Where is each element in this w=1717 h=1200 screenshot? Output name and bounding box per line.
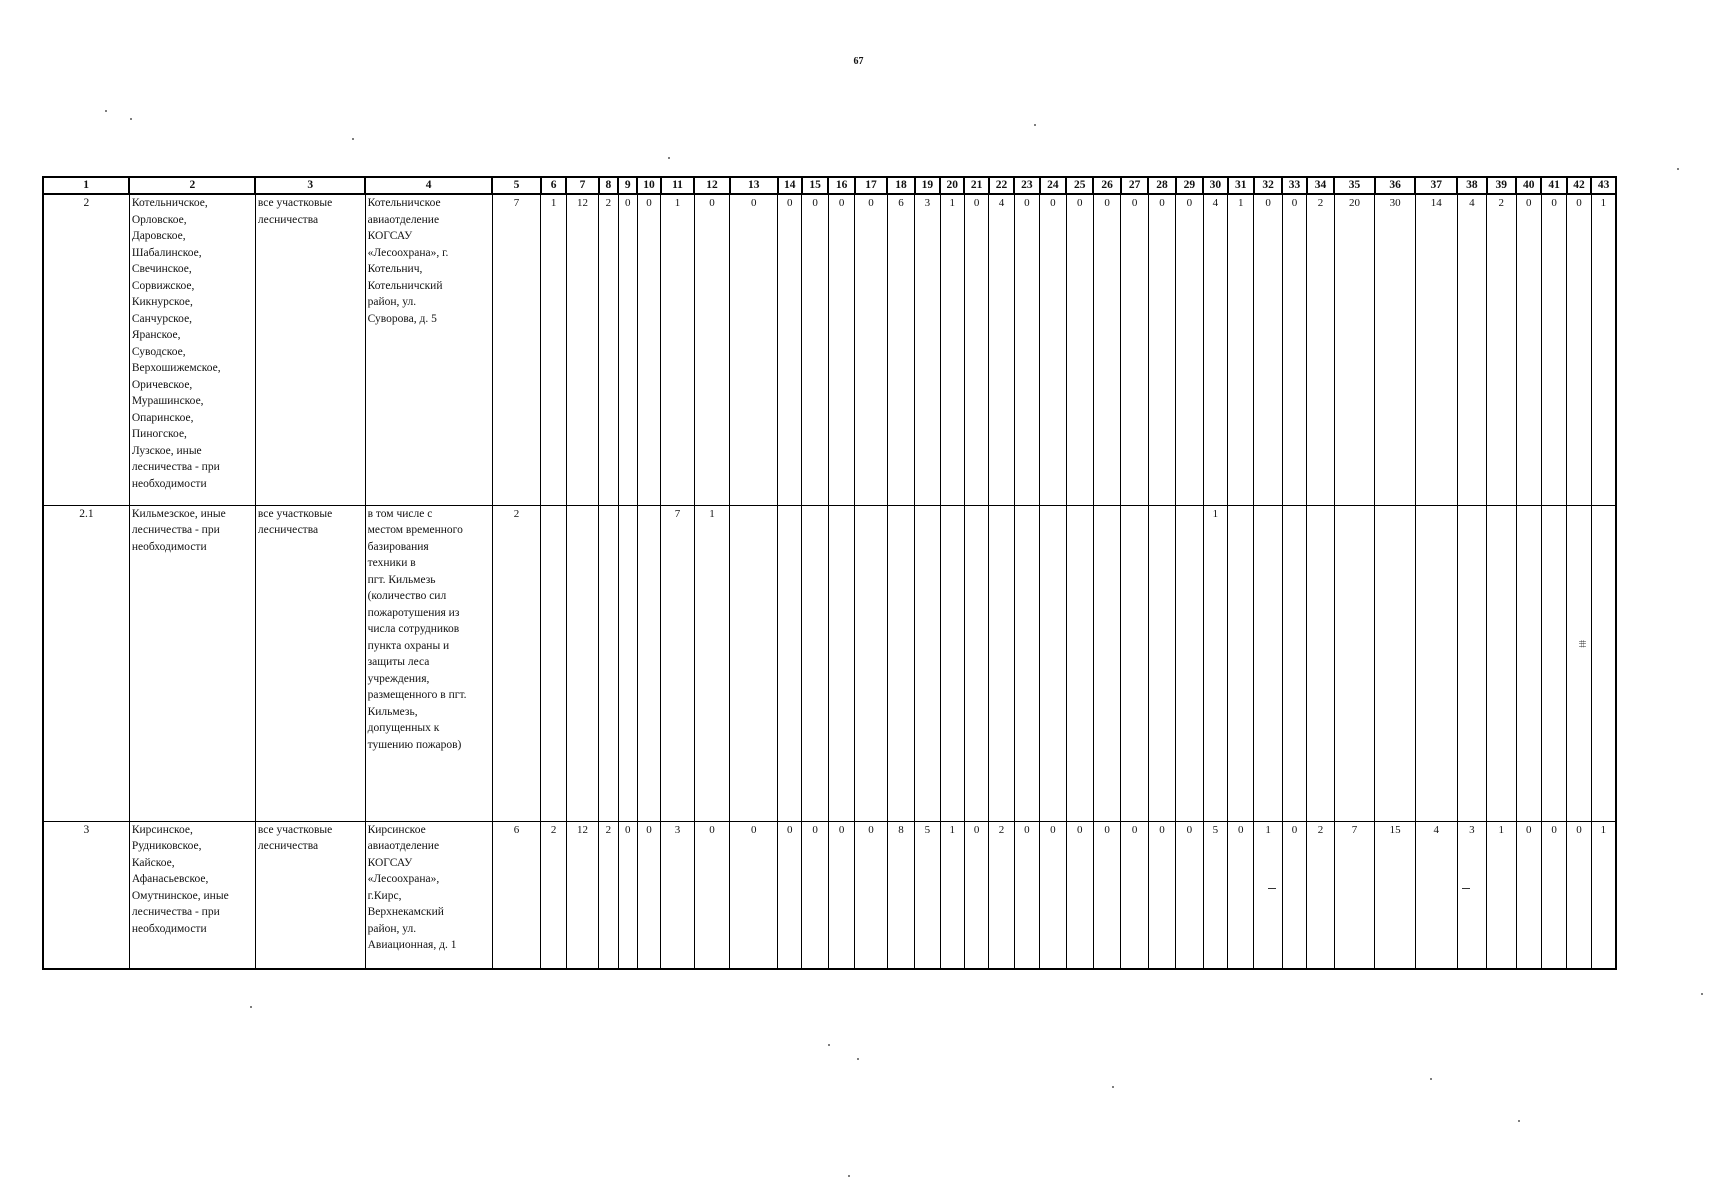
value-cell: 0 (637, 821, 660, 969)
column-header: 11 (661, 177, 695, 194)
value-cell: 1 (1591, 821, 1616, 969)
column-header: 38 (1457, 177, 1486, 194)
column-header: 10 (637, 177, 660, 194)
value-cell: 1 (661, 194, 695, 505)
location-cell: Котельничское авиаотделение КОГСАУ «Лесоохрана», г. Котельнич, Котельничский район, ул. Суворова, д. 5 (365, 194, 492, 505)
value-cell: 0 (1516, 194, 1541, 505)
column-header: 31 (1228, 177, 1254, 194)
column-header: 33 (1282, 177, 1306, 194)
table-row (43, 194, 1616, 505)
value-cell: 6 (887, 194, 914, 505)
forestries-cell: Кильмезское, иные лесничества - при необходимости (129, 505, 255, 821)
column-header: 24 (1040, 177, 1066, 194)
value-cell (964, 505, 988, 821)
column-header: 17 (855, 177, 888, 194)
value-cell: 2 (541, 821, 566, 969)
table-row (43, 505, 1616, 821)
value-cell: 0 (1567, 194, 1591, 505)
value-cell: 0 (1176, 194, 1203, 505)
districts-cell: все участковые лесничества (255, 194, 365, 505)
column-header: 39 (1487, 177, 1516, 194)
value-cell: 0 (694, 821, 730, 969)
value-cell: 1 (541, 194, 566, 505)
scan-speck (1112, 1086, 1114, 1088)
value-cell: 0 (1228, 821, 1254, 969)
column-header: 26 (1093, 177, 1120, 194)
column-header: 2 (129, 177, 255, 194)
value-cell: 0 (855, 821, 888, 969)
scan-speck (130, 118, 132, 120)
value-cell: 2 (599, 821, 618, 969)
value-cell (1457, 505, 1486, 821)
column-header: 37 (1415, 177, 1457, 194)
scan-speck (1430, 1078, 1432, 1080)
column-header: 42 (1567, 177, 1591, 194)
value-cell: 0 (694, 194, 730, 505)
value-cell (1487, 505, 1516, 821)
value-cell: 0 (1093, 821, 1120, 969)
value-cell: 0 (1282, 821, 1306, 969)
page-number: 67 (853, 56, 864, 67)
value-cell: 3 (1457, 821, 1486, 969)
value-cell: 0 (778, 821, 802, 969)
column-header: 35 (1334, 177, 1375, 194)
column-header: 18 (887, 177, 914, 194)
value-cell: 30 (1375, 194, 1416, 505)
value-cell: 0 (964, 194, 988, 505)
districts-cell: все участковые лесничества (255, 505, 365, 821)
value-cell: 0 (1176, 821, 1203, 969)
value-cell: 1 (1228, 194, 1254, 505)
column-header: 36 (1375, 177, 1416, 194)
value-cell: 0 (828, 194, 854, 505)
column-header: 22 (989, 177, 1014, 194)
value-cell: 0 (1093, 194, 1120, 505)
column-header: 28 (1148, 177, 1175, 194)
value-cell: 2 (989, 821, 1014, 969)
value-cell: 4 (1415, 821, 1457, 969)
value-cell: 0 (855, 194, 888, 505)
value-cell: 1 (940, 194, 964, 505)
value-cell: 0 (1121, 821, 1148, 969)
value-cell (778, 505, 802, 821)
value-cell (637, 505, 660, 821)
column-header: 27 (1121, 177, 1148, 194)
value-cell: 0 (778, 194, 802, 505)
value-cell: 7 (661, 505, 695, 821)
column-header: 19 (915, 177, 940, 194)
value-cell: 0 (802, 194, 828, 505)
value-cell (1228, 505, 1254, 821)
value-cell: 0 (1148, 194, 1175, 505)
value-cell (989, 505, 1014, 821)
data-table (42, 176, 1617, 970)
value-cell: 2 (599, 194, 618, 505)
value-cell (1254, 505, 1282, 821)
value-cell: 0 (618, 194, 637, 505)
column-header: 8 (599, 177, 618, 194)
value-cell (1066, 505, 1093, 821)
value-cell: 0 (964, 821, 988, 969)
column-header: 9 (618, 177, 637, 194)
column-header: 41 (1541, 177, 1566, 194)
row-index: 2 (43, 194, 129, 505)
value-cell: 0 (802, 821, 828, 969)
header-row (43, 177, 1616, 194)
value-cell: 4 (989, 194, 1014, 505)
column-header: 13 (730, 177, 778, 194)
value-cell: 0 (1541, 194, 1566, 505)
scan-speck (857, 1058, 859, 1060)
value-cell (566, 505, 599, 821)
table-row (43, 821, 1616, 969)
value-cell: 2 (492, 505, 541, 821)
districts-cell: все участковые лесничества (255, 821, 365, 969)
value-cell (1541, 505, 1566, 821)
value-cell: 0 (1282, 194, 1306, 505)
value-cell: 3 (915, 194, 940, 505)
column-header: 25 (1066, 177, 1093, 194)
value-cell: 0 (828, 821, 854, 969)
scan-speck (1677, 168, 1679, 170)
scan-speck (1701, 993, 1703, 995)
value-cell: 12 (566, 821, 599, 969)
scan-dash (1268, 888, 1276, 889)
value-cell (618, 505, 637, 821)
location-cell: в том числе с местом временного базирования техники в пгт. Кильмезь (количество сил пожаротушения из числа сотрудников пункта охраны и защиты леса учреждения, размещенного в пгт. Кильмезь, допущенных к тушению пожаров) (365, 505, 492, 821)
column-header: 16 (828, 177, 854, 194)
column-header: 7 (566, 177, 599, 194)
value-cell (802, 505, 828, 821)
value-cell: 0 (637, 194, 660, 505)
value-cell (1148, 505, 1175, 821)
scan-speck (828, 1044, 830, 1046)
value-cell: 1 (940, 821, 964, 969)
value-cell: 0 (730, 821, 778, 969)
column-header: 29 (1176, 177, 1203, 194)
value-cell: 0 (618, 821, 637, 969)
scan-speck (1518, 1120, 1520, 1122)
value-cell (855, 505, 888, 821)
value-cell (1040, 505, 1066, 821)
value-cell: 0 (1254, 194, 1282, 505)
scan-speck (105, 110, 107, 112)
row-index: 2.1 (43, 505, 129, 821)
handwritten-margin-mark: ǂǂǂ (1576, 640, 1587, 648)
value-cell (730, 505, 778, 821)
value-cell: 2 (1307, 194, 1334, 505)
value-cell: 1 (1254, 821, 1282, 969)
value-cell: 0 (1066, 194, 1093, 505)
value-cell: 0 (1516, 821, 1541, 969)
value-cell: 0 (1541, 821, 1566, 969)
column-header: 23 (1014, 177, 1039, 194)
value-cell (828, 505, 854, 821)
scan-speck (352, 138, 354, 140)
column-header: 4 (365, 177, 492, 194)
scan-speck (848, 1175, 850, 1177)
value-cell: 0 (1567, 821, 1591, 969)
column-header: 6 (541, 177, 566, 194)
value-cell: 3 (661, 821, 695, 969)
value-cell: 1 (1591, 194, 1616, 505)
value-cell (1176, 505, 1203, 821)
value-cell (1121, 505, 1148, 821)
value-cell (1415, 505, 1457, 821)
value-cell: 0 (1148, 821, 1175, 969)
value-cell: 1 (1487, 821, 1516, 969)
value-cell (1516, 505, 1541, 821)
column-header: 14 (778, 177, 802, 194)
column-header: 34 (1307, 177, 1334, 194)
value-cell (1334, 505, 1375, 821)
column-header: 21 (964, 177, 988, 194)
value-cell (887, 505, 914, 821)
value-cell: 4 (1203, 194, 1227, 505)
value-cell: 6 (492, 821, 541, 969)
value-cell: 0 (1066, 821, 1093, 969)
value-cell: 0 (1040, 821, 1066, 969)
location-cell: Кирсинское авиаотделение КОГСАУ «Лесоохрана», г.Кирс, Верхнекамский район, ул. Авиационная, д. 1 (365, 821, 492, 969)
value-cell: 5 (915, 821, 940, 969)
value-cell: 12 (566, 194, 599, 505)
value-cell: 7 (492, 194, 541, 505)
value-cell: 5 (1203, 821, 1227, 969)
scan-speck (1034, 124, 1036, 126)
column-header: 40 (1516, 177, 1541, 194)
column-header: 43 (1591, 177, 1616, 194)
value-cell: 0 (1014, 821, 1039, 969)
value-cell (599, 505, 618, 821)
column-header: 32 (1254, 177, 1282, 194)
value-cell: 0 (1040, 194, 1066, 505)
value-cell (541, 505, 566, 821)
value-cell (940, 505, 964, 821)
value-cell (1093, 505, 1120, 821)
value-cell: 2 (1307, 821, 1334, 969)
forestries-cell: Кирсинское, Рудниковское, Кайское, Афанасьевское, Омутнинское, иные лесничества - при необходимости (129, 821, 255, 969)
value-cell (1375, 505, 1416, 821)
value-cell: 0 (730, 194, 778, 505)
column-header: 3 (255, 177, 365, 194)
column-header: 15 (802, 177, 828, 194)
column-header: 30 (1203, 177, 1227, 194)
column-header: 20 (940, 177, 964, 194)
value-cell: 4 (1457, 194, 1486, 505)
value-cell: 8 (887, 821, 914, 969)
value-cell (1591, 505, 1616, 821)
value-cell: 0 (1014, 194, 1039, 505)
column-header: 5 (492, 177, 541, 194)
value-cell: 7 (1334, 821, 1375, 969)
value-cell (915, 505, 940, 821)
value-cell (1014, 505, 1039, 821)
value-cell: 15 (1375, 821, 1416, 969)
column-header: 1 (43, 177, 129, 194)
forestries-cell: Котельничское, Орловское, Даровское, Шабалинское, Свечинское, Сорвижское, Кикнурское, Санчурское, Яранское, Суводское, Верхошижемское, Оричевское, Мурашинское, Опаринское, Пиногское, Лузское, иные лесничества - при необходимости (129, 194, 255, 505)
value-cell (1282, 505, 1306, 821)
scan-speck (250, 1006, 252, 1008)
value-cell: 14 (1415, 194, 1457, 505)
value-cell: 1 (694, 505, 730, 821)
scan-speck (668, 157, 670, 159)
value-cell (1307, 505, 1334, 821)
value-cell: 2 (1487, 194, 1516, 505)
column-header: 12 (694, 177, 730, 194)
row-index: 3 (43, 821, 129, 969)
value-cell: 0 (1121, 194, 1148, 505)
value-cell: 1 (1203, 505, 1227, 821)
scan-dash (1462, 888, 1470, 889)
value-cell: 20 (1334, 194, 1375, 505)
